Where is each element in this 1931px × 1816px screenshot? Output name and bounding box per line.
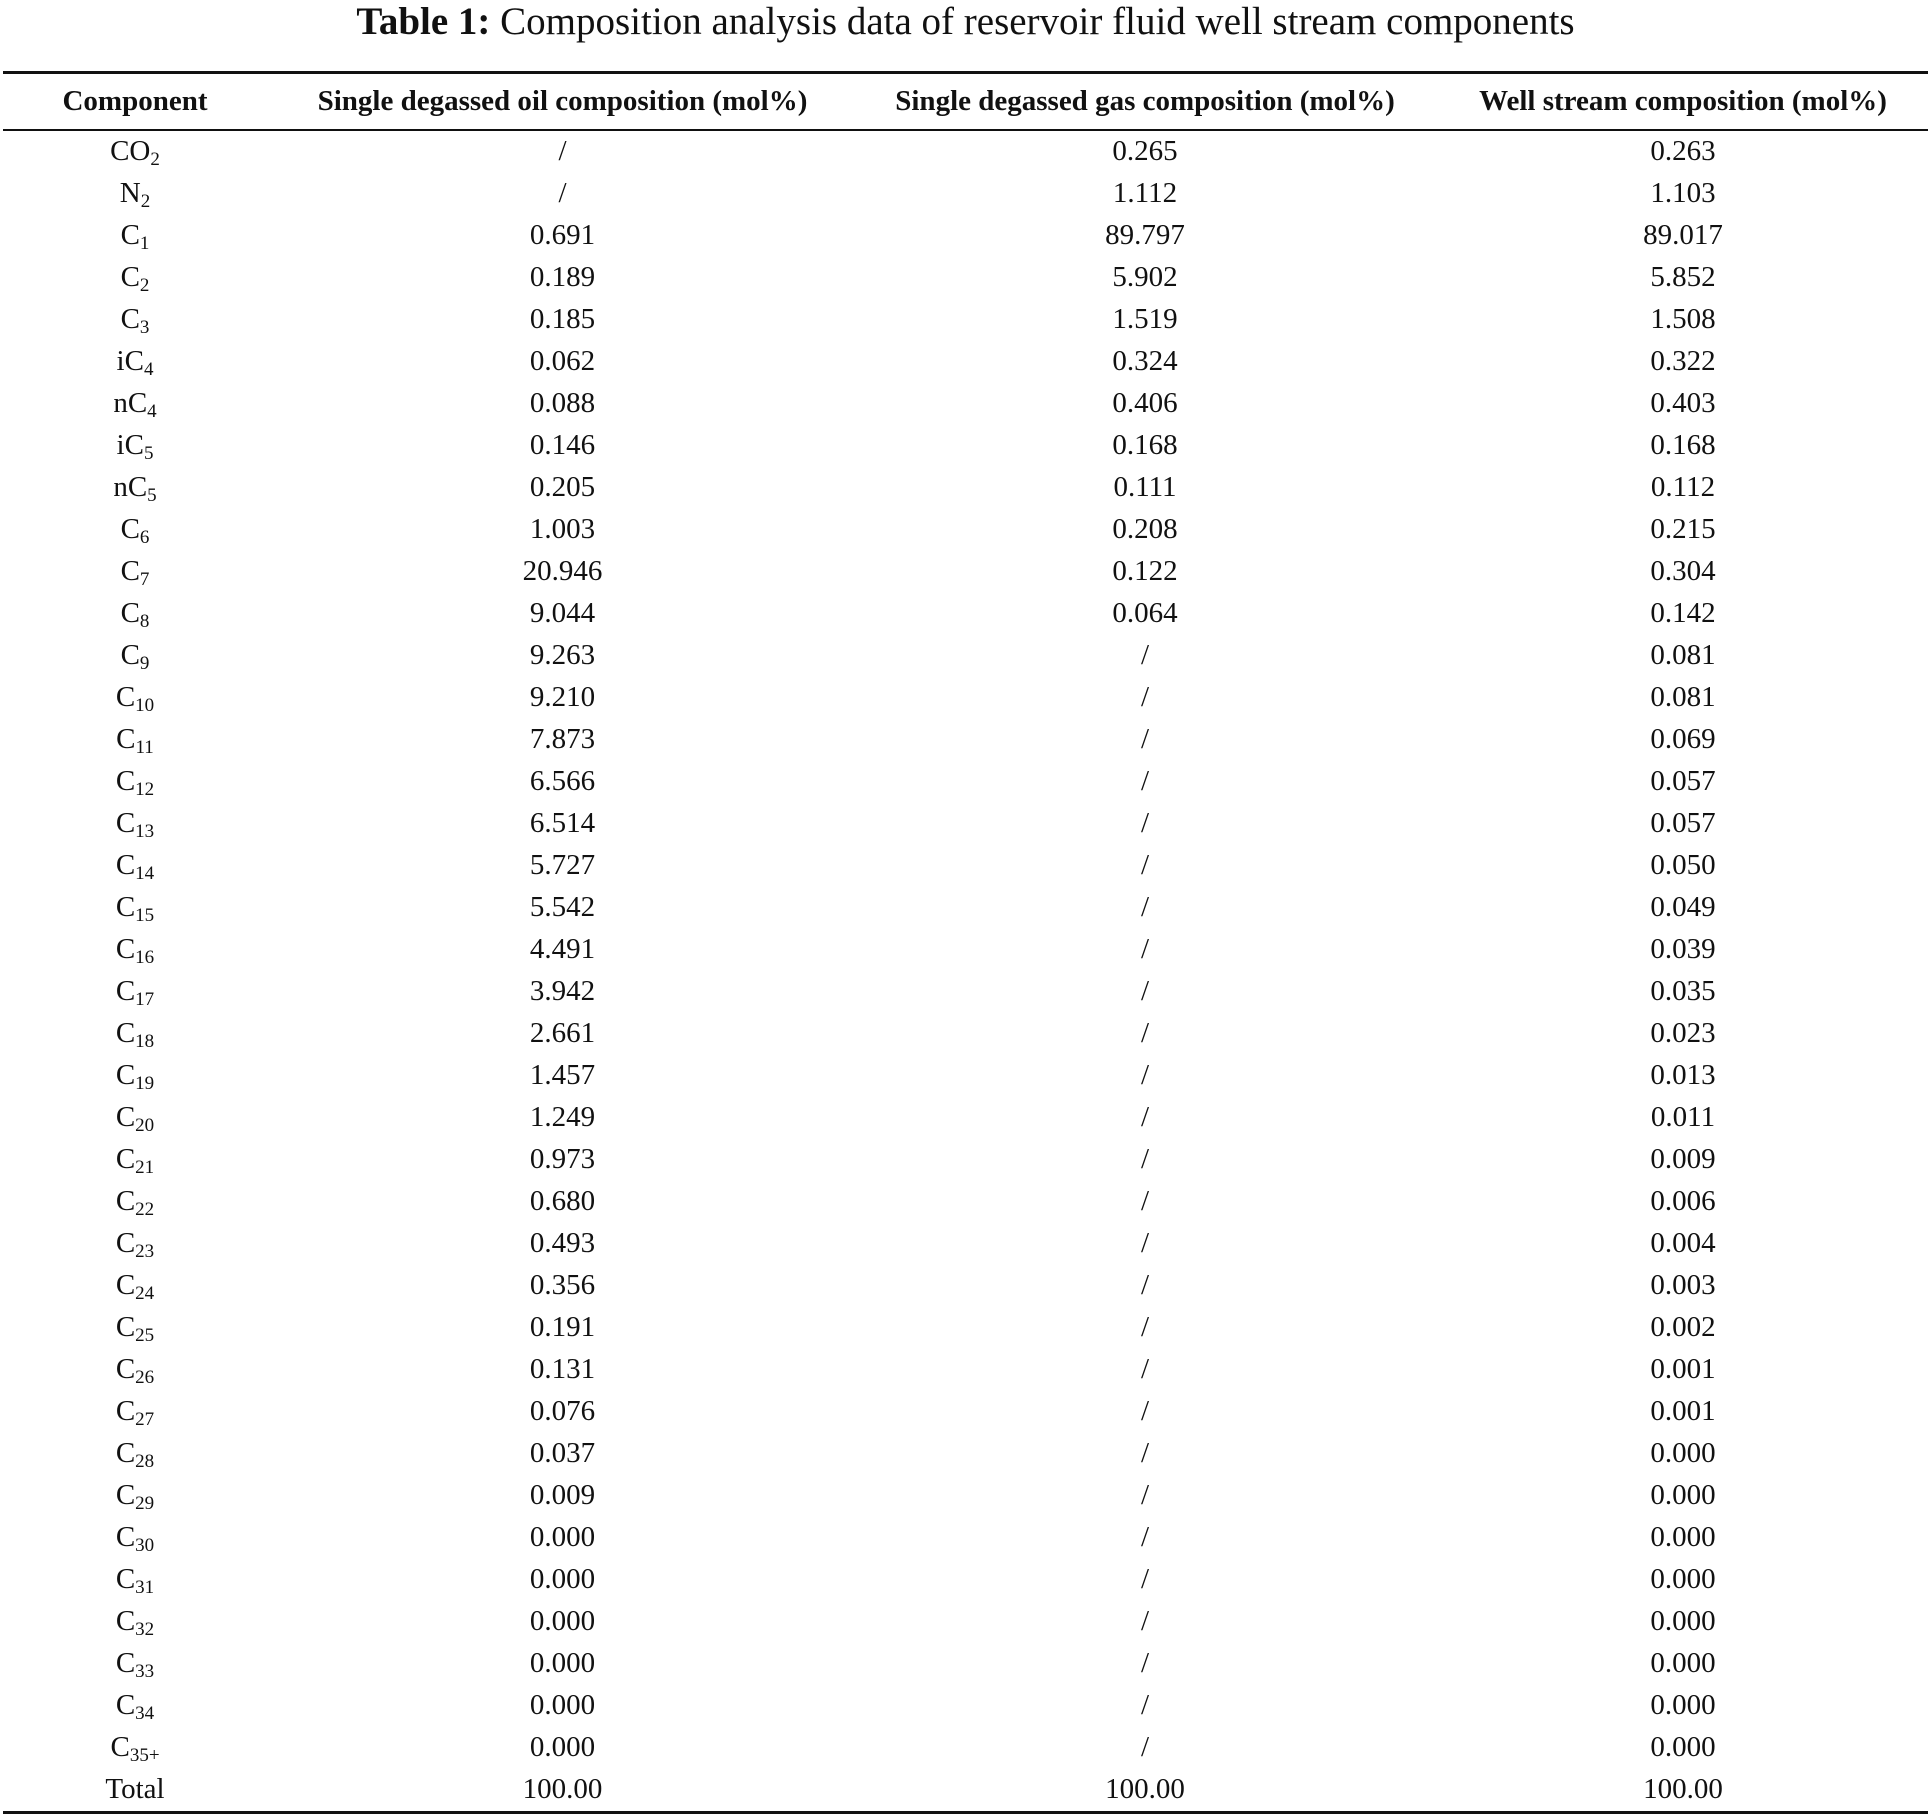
component-symbol: C xyxy=(115,1479,136,1511)
component-subscript: 2 xyxy=(140,190,151,212)
component-cell xyxy=(0,1475,270,1517)
component-cell xyxy=(0,215,270,257)
oil-value-cell: 0.000 xyxy=(529,1605,596,1637)
component-cell xyxy=(0,929,270,971)
table-row xyxy=(0,257,1931,299)
oil-value-cell: 5.542 xyxy=(529,891,596,923)
table-row xyxy=(0,971,1931,1013)
table-row xyxy=(0,1055,1931,1097)
component-symbol: C xyxy=(115,1437,136,1469)
well-stream-value-cell: 0.039 xyxy=(1650,933,1716,965)
well-stream-value-cell: 0.057 xyxy=(1650,765,1716,797)
well-stream-value-cell: 0.000 xyxy=(1650,1689,1716,1721)
component-symbol: C xyxy=(120,303,140,335)
gas-value-cell: / xyxy=(1140,765,1150,797)
gas-value-cell: / xyxy=(1140,1353,1150,1385)
component-subscript: 25 xyxy=(135,1324,155,1346)
oil-value-cell: 1.249 xyxy=(529,1101,596,1133)
component-subscript: 32 xyxy=(135,1618,155,1640)
component-symbol: C xyxy=(120,261,140,293)
well-stream-value-cell: 0.006 xyxy=(1650,1185,1716,1217)
component-symbol: nC xyxy=(113,471,148,503)
component-subscript: 33 xyxy=(135,1660,155,1682)
oil-value-cell: 1.457 xyxy=(529,1059,596,1091)
table-row xyxy=(0,1475,1931,1517)
component-cell xyxy=(0,299,270,341)
table-row xyxy=(0,509,1931,551)
bottom-rule xyxy=(3,1811,1928,1814)
oil-value-cell: 9.210 xyxy=(529,681,596,713)
gas-value-cell: / xyxy=(1140,1059,1150,1091)
component-cell xyxy=(0,131,270,173)
component-symbol: C xyxy=(115,1563,136,1595)
component-subscript: 13 xyxy=(135,820,155,842)
component-cell xyxy=(0,341,270,383)
table-row xyxy=(0,425,1931,467)
oil-value-cell: 2.661 xyxy=(529,1017,596,1049)
component-subscript: 30 xyxy=(135,1534,155,1556)
component-symbol: C xyxy=(115,1269,136,1301)
gas-value-cell: / xyxy=(1140,723,1150,755)
gas-value-cell: / xyxy=(1140,975,1150,1007)
table-row xyxy=(0,803,1931,845)
component-symbol: N xyxy=(119,177,141,209)
well-stream-value-cell: 100.00 xyxy=(1643,1773,1723,1805)
component-cell xyxy=(0,425,270,467)
component-subscript: 22 xyxy=(135,1198,155,1220)
table-row xyxy=(0,1265,1931,1307)
component-symbol: C xyxy=(120,555,140,587)
component-subscript: 21 xyxy=(135,1156,155,1178)
well-stream-value-cell: 0.000 xyxy=(1650,1605,1716,1637)
well-stream-value-cell: 0.057 xyxy=(1650,807,1716,839)
component-symbol: C xyxy=(115,891,136,923)
oil-value-cell: 0.000 xyxy=(529,1731,596,1763)
component-cell xyxy=(0,1769,270,1811)
table-row xyxy=(0,1769,1931,1811)
oil-value-cell: 9.044 xyxy=(529,597,596,629)
component-cell xyxy=(0,1265,270,1307)
component-subscript: 14 xyxy=(135,862,155,884)
oil-value-cell: 0.000 xyxy=(529,1563,596,1595)
gas-value-cell: / xyxy=(1140,891,1150,923)
well-stream-value-cell: 0.112 xyxy=(1650,471,1716,503)
component-subscript: 31 xyxy=(135,1576,155,1598)
gas-value-cell: / xyxy=(1140,849,1150,881)
component-subscript: 2 xyxy=(139,274,150,296)
component-cell xyxy=(0,1139,270,1181)
component-subscript: 5 xyxy=(147,484,157,506)
component-symbol: C xyxy=(115,1521,136,1553)
well-stream-value-cell: 0.168 xyxy=(1650,429,1716,461)
table-row xyxy=(0,215,1931,257)
table-row xyxy=(0,1433,1931,1475)
oil-value-cell: 0.000 xyxy=(529,1689,596,1721)
component-cell xyxy=(0,1727,270,1769)
oil-value-cell: 0.131 xyxy=(529,1353,596,1385)
component-subscript: 9 xyxy=(139,652,150,674)
oil-value-cell: 100.00 xyxy=(522,1773,603,1805)
table-row xyxy=(0,1349,1931,1391)
component-symbol: C xyxy=(115,933,136,965)
header-gas-composition: Single degassed gas composition (mol%) xyxy=(895,85,1395,117)
gas-value-cell: / xyxy=(1140,1311,1150,1343)
component-subscript: 2 xyxy=(150,148,160,170)
gas-value-cell: / xyxy=(1140,1185,1150,1217)
component-symbol: CO xyxy=(110,135,151,167)
well-stream-value-cell: 0.322 xyxy=(1650,345,1716,377)
table-row xyxy=(0,1643,1931,1685)
component-symbol: C xyxy=(115,1185,136,1217)
oil-value-cell: 6.514 xyxy=(529,807,596,839)
component-subscript: 28 xyxy=(135,1450,155,1472)
component-cell xyxy=(0,551,270,593)
component-cell xyxy=(0,1559,270,1601)
gas-value-cell: / xyxy=(1140,1269,1150,1301)
component-subscript: 17 xyxy=(135,988,155,1010)
table-row xyxy=(0,761,1931,803)
well-stream-value-cell: 0.050 xyxy=(1650,849,1716,881)
oil-value-cell: 0.009 xyxy=(529,1479,596,1511)
well-stream-value-cell: 0.403 xyxy=(1650,387,1716,419)
gas-value-cell: 1.519 xyxy=(1112,303,1178,335)
component-cell xyxy=(0,173,270,215)
component-symbol: Total xyxy=(105,1773,165,1805)
oil-value-cell: 6.566 xyxy=(529,765,596,797)
oil-value-cell: 0.185 xyxy=(529,303,596,335)
well-stream-value-cell: 1.508 xyxy=(1650,303,1716,335)
well-stream-value-cell: 0.081 xyxy=(1650,639,1716,671)
table-header-row xyxy=(0,74,1931,129)
well-stream-value-cell: 0.000 xyxy=(1650,1437,1716,1469)
table-row xyxy=(0,1727,1931,1769)
gas-value-cell: / xyxy=(1140,1143,1150,1175)
component-subscript: 4 xyxy=(147,400,157,422)
well-stream-value-cell: 89.017 xyxy=(1643,219,1723,251)
oil-value-cell: 4.491 xyxy=(529,933,596,965)
well-stream-value-cell: 5.852 xyxy=(1650,261,1716,293)
component-subscript: 16 xyxy=(135,946,155,968)
component-subscript: 24 xyxy=(135,1282,155,1304)
oil-value-cell: 0.088 xyxy=(529,387,596,419)
component-subscript: 5 xyxy=(143,442,154,464)
component-symbol: C xyxy=(120,219,140,251)
table-caption xyxy=(0,0,1931,44)
component-cell xyxy=(0,1307,270,1349)
well-stream-value-cell: 0.001 xyxy=(1650,1395,1716,1427)
component-cell xyxy=(0,635,270,677)
component-cell xyxy=(0,971,270,1013)
gas-value-cell: 0.111 xyxy=(1113,471,1177,503)
component-cell xyxy=(0,1055,270,1097)
component-subscript: 3 xyxy=(139,316,150,338)
component-cell xyxy=(0,719,270,761)
well-stream-value-cell: 0.000 xyxy=(1650,1647,1716,1679)
oil-value-cell: 0.493 xyxy=(529,1227,596,1259)
well-stream-value-cell: 0.049 xyxy=(1650,891,1716,923)
component-subscript: 34 xyxy=(135,1702,155,1724)
component-symbol: C xyxy=(115,1227,136,1259)
gas-value-cell: 0.168 xyxy=(1112,429,1178,461)
gas-value-cell: / xyxy=(1140,1563,1150,1595)
component-cell xyxy=(0,1013,270,1055)
component-cell xyxy=(0,593,270,635)
component-symbol: C xyxy=(120,513,140,545)
oil-value-cell: 1.003 xyxy=(529,513,596,545)
gas-value-cell: 0.122 xyxy=(1112,555,1178,587)
component-symbol: C xyxy=(115,1353,136,1385)
gas-value-cell: 0.406 xyxy=(1112,387,1178,419)
component-symbol: C xyxy=(110,1731,130,1763)
well-stream-value-cell: 0.000 xyxy=(1650,1479,1716,1511)
gas-value-cell: 0.324 xyxy=(1112,345,1178,377)
oil-value-cell: 0.356 xyxy=(529,1269,596,1301)
component-subscript: 4 xyxy=(143,358,154,380)
component-cell xyxy=(0,1223,270,1265)
oil-value-cell: 20.946 xyxy=(522,555,603,587)
gas-value-cell: / xyxy=(1140,1647,1150,1679)
gas-value-cell: 0.064 xyxy=(1112,597,1178,629)
well-stream-value-cell: 0.003 xyxy=(1650,1269,1716,1301)
component-cell xyxy=(0,1391,270,1433)
header-component: Component xyxy=(62,85,208,117)
component-cell xyxy=(0,677,270,719)
oil-value-cell: / xyxy=(558,177,567,209)
component-cell xyxy=(0,1517,270,1559)
gas-value-cell: 1.112 xyxy=(1112,177,1178,209)
well-stream-value-cell: 0.035 xyxy=(1650,975,1716,1007)
well-stream-value-cell: 0.001 xyxy=(1650,1353,1716,1385)
well-stream-value-cell: 0.000 xyxy=(1650,1521,1716,1553)
component-symbol: C xyxy=(115,1311,136,1343)
component-cell xyxy=(0,467,270,509)
well-stream-value-cell: 0.009 xyxy=(1650,1143,1716,1175)
table-row xyxy=(0,1139,1931,1181)
caption-label: Table 1: xyxy=(356,0,491,43)
well-stream-value-cell: 0.304 xyxy=(1650,555,1716,587)
component-subscript: 15 xyxy=(135,904,155,926)
table-row xyxy=(0,1181,1931,1223)
component-symbol: C xyxy=(115,1017,136,1049)
well-stream-value-cell: 0.142 xyxy=(1650,597,1716,629)
component-subscript: 11 xyxy=(135,736,154,758)
table-row xyxy=(0,173,1931,215)
table-row xyxy=(0,1013,1931,1055)
table-row xyxy=(0,1307,1931,1349)
caption-text: Composition analysis data of reservoir fluid well stream components xyxy=(500,0,1575,43)
well-stream-value-cell: 0.000 xyxy=(1650,1563,1716,1595)
gas-value-cell: / xyxy=(1140,1479,1150,1511)
component-subscript: 27 xyxy=(135,1408,155,1430)
component-subscript: 12 xyxy=(135,778,155,800)
gas-value-cell: / xyxy=(1140,681,1150,713)
table-row xyxy=(0,1685,1931,1727)
gas-value-cell: / xyxy=(1140,1017,1150,1049)
gas-value-cell: / xyxy=(1140,1395,1150,1427)
well-stream-value-cell: 0.004 xyxy=(1650,1227,1716,1259)
table-row xyxy=(0,677,1931,719)
table-row xyxy=(0,131,1931,173)
component-cell xyxy=(0,1181,270,1223)
gas-value-cell: / xyxy=(1140,1227,1150,1259)
gas-value-cell: / xyxy=(1140,1101,1150,1133)
gas-value-cell: / xyxy=(1140,933,1150,965)
oil-value-cell: 0.062 xyxy=(529,345,596,377)
gas-value-cell: / xyxy=(1140,1605,1150,1637)
component-cell xyxy=(0,845,270,887)
table-row xyxy=(0,383,1931,425)
table-body xyxy=(0,131,1931,1811)
oil-value-cell: 0.680 xyxy=(529,1185,596,1217)
oil-value-cell: 0.000 xyxy=(529,1647,596,1679)
gas-value-cell: / xyxy=(1140,1731,1150,1763)
component-symbol: C xyxy=(120,639,140,671)
component-subscript: 19 xyxy=(135,1072,155,1094)
component-symbol: C xyxy=(116,723,136,755)
component-symbol: C xyxy=(120,597,140,629)
gas-value-cell: / xyxy=(1140,1521,1150,1553)
gas-value-cell: 0.265 xyxy=(1112,135,1178,167)
oil-value-cell: 0.205 xyxy=(529,471,596,503)
component-symbol: C xyxy=(115,765,136,797)
component-subscript: 26 xyxy=(135,1366,155,1388)
header-oil-composition: Single degassed oil composition (mol%) xyxy=(317,85,808,117)
oil-value-cell: 7.873 xyxy=(529,723,596,755)
table-row xyxy=(0,341,1931,383)
component-cell xyxy=(0,257,270,299)
oil-value-cell: 0.973 xyxy=(529,1143,596,1175)
well-stream-value-cell: 0.081 xyxy=(1650,681,1716,713)
oil-value-cell: 9.263 xyxy=(529,639,596,671)
component-symbol: nC xyxy=(113,387,148,419)
component-cell xyxy=(0,1601,270,1643)
component-subscript: 18 xyxy=(135,1030,155,1052)
component-subscript: 29 xyxy=(135,1492,155,1514)
component-symbol: C xyxy=(115,1395,136,1427)
component-symbol: C xyxy=(115,807,136,839)
header-well-stream-composition: Well stream composition (mol%) xyxy=(1479,85,1887,117)
component-symbol: C xyxy=(115,849,136,881)
component-cell xyxy=(0,1643,270,1685)
table-row xyxy=(0,1391,1931,1433)
oil-value-cell: 0.191 xyxy=(529,1311,596,1343)
component-cell xyxy=(0,1433,270,1475)
table-row xyxy=(0,1559,1931,1601)
component-cell xyxy=(0,1097,270,1139)
table-row xyxy=(0,1517,1931,1559)
component-symbol: C xyxy=(115,1101,136,1133)
component-symbol: C xyxy=(115,1689,136,1721)
oil-value-cell: 5.727 xyxy=(529,849,596,881)
table-row xyxy=(0,1097,1931,1139)
table-row xyxy=(0,929,1931,971)
component-symbol: C xyxy=(115,975,136,1007)
component-symbol: C xyxy=(115,1143,136,1175)
component-subscript: 23 xyxy=(135,1240,155,1262)
oil-value-cell: / xyxy=(558,135,567,167)
well-stream-value-cell: 0.011 xyxy=(1650,1101,1716,1133)
well-stream-value-cell: 0.215 xyxy=(1650,513,1716,545)
component-subscript: 1 xyxy=(139,232,150,254)
component-cell xyxy=(0,887,270,929)
gas-value-cell: / xyxy=(1140,1689,1150,1721)
component-symbol: C xyxy=(115,1059,136,1091)
component-subscript: 35+ xyxy=(129,1744,160,1766)
table-row xyxy=(0,467,1931,509)
table-row xyxy=(0,845,1931,887)
component-symbol: C xyxy=(115,681,136,713)
oil-value-cell: 0.146 xyxy=(529,429,596,461)
oil-value-cell: 0.076 xyxy=(529,1395,596,1427)
oil-value-cell: 3.942 xyxy=(529,975,596,1007)
component-subscript: 7 xyxy=(139,568,150,590)
component-symbol: iC xyxy=(116,345,144,377)
table-row xyxy=(0,551,1931,593)
oil-value-cell: 0.691 xyxy=(529,219,596,251)
well-stream-value-cell: 0.000 xyxy=(1650,1731,1716,1763)
component-cell xyxy=(0,761,270,803)
component-cell xyxy=(0,509,270,551)
gas-value-cell: / xyxy=(1140,807,1150,839)
component-cell xyxy=(0,1685,270,1727)
oil-value-cell: 0.189 xyxy=(529,261,596,293)
well-stream-value-cell: 0.023 xyxy=(1650,1017,1716,1049)
well-stream-value-cell: 0.069 xyxy=(1650,723,1716,755)
gas-value-cell: 89.797 xyxy=(1105,219,1185,251)
gas-value-cell: 5.902 xyxy=(1112,261,1178,293)
table-row xyxy=(0,719,1931,761)
gas-value-cell: 100.00 xyxy=(1105,1773,1185,1805)
component-symbol: iC xyxy=(116,429,144,461)
component-subscript: 10 xyxy=(135,694,155,716)
table-row xyxy=(0,635,1931,677)
well-stream-value-cell: 1.103 xyxy=(1650,177,1716,209)
component-subscript: 8 xyxy=(139,610,150,632)
component-symbol: C xyxy=(115,1647,136,1679)
component-cell xyxy=(0,383,270,425)
gas-value-cell: / xyxy=(1140,639,1150,671)
component-subscript: 6 xyxy=(139,526,150,548)
gas-value-cell: / xyxy=(1140,1437,1150,1469)
well-stream-value-cell: 0.002 xyxy=(1650,1311,1716,1343)
table-row xyxy=(0,1601,1931,1643)
oil-value-cell: 0.037 xyxy=(529,1437,596,1469)
table-row xyxy=(0,593,1931,635)
table-row xyxy=(0,887,1931,929)
well-stream-value-cell: 0.013 xyxy=(1650,1059,1716,1091)
gas-value-cell: 0.208 xyxy=(1112,513,1178,545)
component-cell xyxy=(0,803,270,845)
component-symbol: C xyxy=(115,1605,136,1637)
component-cell xyxy=(0,1349,270,1391)
oil-value-cell: 0.000 xyxy=(529,1521,596,1553)
table-row xyxy=(0,1223,1931,1265)
component-subscript: 20 xyxy=(135,1114,155,1136)
table-row xyxy=(0,299,1931,341)
well-stream-value-cell: 0.263 xyxy=(1650,135,1716,167)
